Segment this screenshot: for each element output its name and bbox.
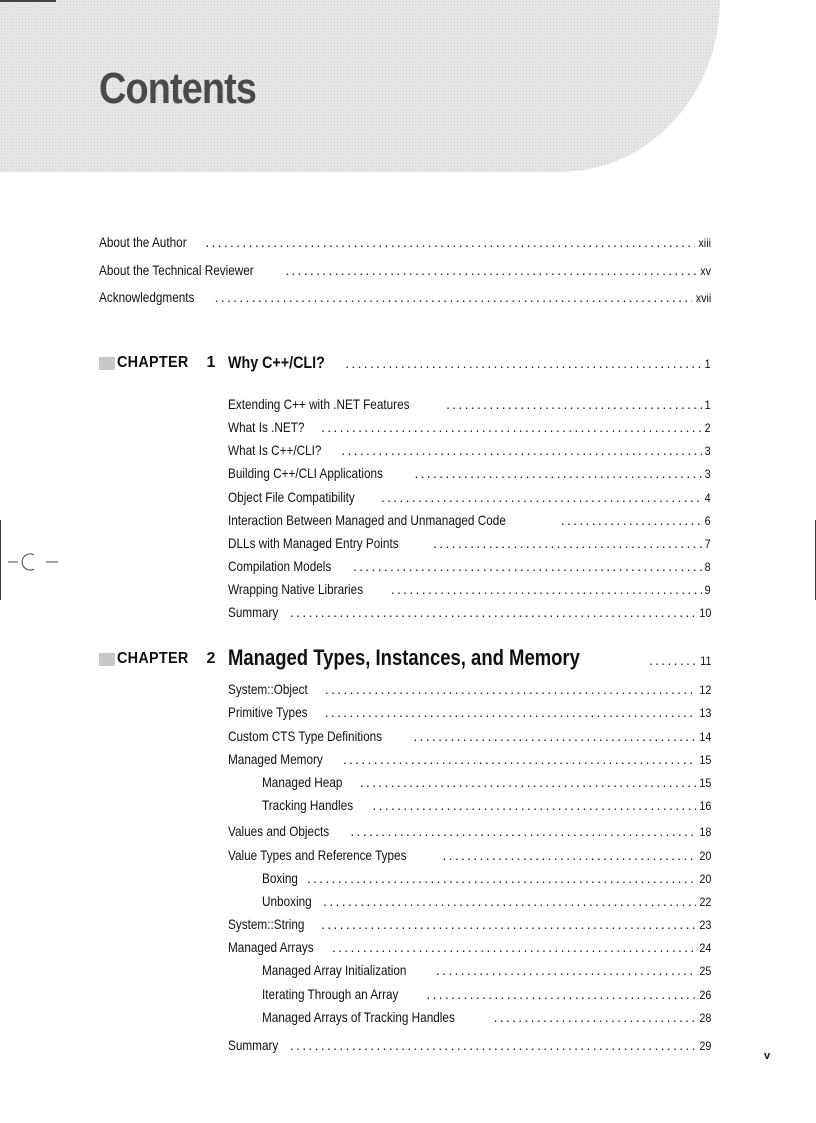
dot-leader — [323, 892, 695, 910]
toc-entry-page: 6 — [704, 514, 711, 528]
toc-entry-title: Managed Arrays of Tracking Handles — [262, 1009, 455, 1025]
toc-subentry[interactable] — [262, 985, 711, 1003]
toc-entry-page: 10 — [698, 606, 711, 620]
toc-entry[interactable] — [228, 703, 711, 721]
toc-entry-page: 28 — [698, 1011, 711, 1025]
corner-rule — [0, 0, 56, 2]
toc-entry-page: 15 — [698, 753, 711, 767]
toc-entry-title: What Is C++/CLI? — [228, 442, 322, 458]
toc-entry-title: Value Types and Reference Types — [228, 847, 407, 863]
dot-leader — [494, 1008, 696, 1026]
dot-leader — [345, 351, 702, 375]
toc-entry[interactable] — [228, 488, 711, 506]
trim-line-left — [0, 520, 1, 600]
dot-leader — [321, 915, 696, 933]
toc-entry-page: 9 — [704, 583, 711, 597]
chapter-word: CHAPTER — [117, 354, 189, 371]
chapter-page: 1 — [704, 357, 711, 371]
chapter-marker-icon — [99, 357, 115, 370]
toc-entry-page: 26 — [698, 988, 711, 1002]
toc-entry-title: Unboxing — [262, 893, 312, 909]
toc-entry[interactable] — [228, 557, 711, 575]
toc-subentry[interactable] — [262, 961, 711, 979]
toc-entry-title: Custom CTS Type Definitions — [228, 728, 383, 744]
toc-entry-page: xv — [700, 264, 711, 278]
dot-leader — [381, 488, 702, 506]
toc-entry-technical-reviewer[interactable] — [99, 261, 711, 279]
toc-entry-page: 22 — [698, 895, 711, 909]
chapter-title: Managed Types, Instances, and Memory — [228, 645, 580, 670]
toc-entry-page: 4 — [704, 491, 711, 505]
dot-leader — [325, 680, 696, 698]
dot-leader — [321, 418, 702, 436]
toc-entry[interactable] — [228, 727, 711, 745]
registration-mark-icon — [6, 552, 60, 572]
dot-leader — [446, 395, 702, 413]
toc-entry-page: 20 — [698, 872, 711, 886]
dot-leader — [372, 796, 695, 814]
toc-entry-acknowledgments[interactable] — [99, 288, 711, 306]
toc-entry-title: Boxing — [262, 870, 298, 886]
chapter-word: CHAPTER — [117, 650, 189, 667]
toc-entry-title: Primitive Types — [228, 704, 308, 720]
toc-subentry[interactable] — [262, 796, 711, 814]
toc-entry-page: 29 — [698, 1039, 711, 1053]
page-folio: v — [764, 1050, 771, 1062]
toc-entry[interactable] — [228, 395, 711, 413]
dot-leader — [290, 603, 696, 621]
toc-entry-page: 3 — [704, 444, 711, 458]
toc-entry-page: 18 — [698, 825, 711, 839]
toc-entry-title: Managed Heap — [262, 774, 343, 790]
dot-leader — [426, 985, 695, 1003]
dot-leader — [391, 580, 702, 598]
toc-entry-title: Extending C++ with .NET Features — [228, 396, 410, 412]
toc-entry[interactable] — [228, 822, 711, 840]
chapter-number: 1 — [206, 354, 216, 371]
toc-entry[interactable] — [228, 441, 711, 459]
dot-leader — [325, 703, 696, 721]
toc-entry-title: Acknowledgments — [99, 289, 195, 305]
toc-entry-page: 2 — [704, 421, 711, 435]
toc-entry-page: 20 — [698, 849, 711, 863]
chapter-1-label — [99, 354, 216, 372]
toc-entry-page: xiii — [698, 236, 711, 250]
toc-entry-page: 14 — [698, 730, 711, 744]
toc-entry[interactable] — [228, 603, 711, 621]
toc-entry-page: 24 — [698, 941, 711, 955]
toc-entry[interactable] — [228, 680, 711, 698]
toc-entry-title: Managed Memory — [228, 751, 323, 767]
chapter-1-title-entry[interactable] — [228, 351, 711, 375]
toc-entry-page: 15 — [698, 776, 711, 790]
dot-leader — [205, 233, 695, 251]
dot-leader — [649, 648, 697, 672]
dot-leader — [414, 464, 702, 482]
toc-entry-title: System::Object — [228, 681, 308, 697]
toc-entry-title: Object File Compatibility — [228, 489, 355, 505]
toc-entry-title: Compilation Models — [228, 558, 332, 574]
chapter-title: Why C++/CLI? — [228, 353, 325, 372]
toc-entry[interactable] — [228, 580, 711, 598]
page-title: Contents — [99, 64, 257, 113]
dot-leader — [433, 534, 702, 552]
toc-entry-title: Managed Arrays — [228, 939, 314, 955]
dot-leader — [285, 261, 697, 279]
dot-leader — [307, 869, 696, 887]
toc-entry-title: Summary — [228, 1037, 279, 1053]
dot-leader — [215, 288, 692, 306]
toc-entry-title: Wrapping Native Libraries — [228, 581, 364, 597]
dot-leader — [353, 557, 702, 575]
dot-leader — [360, 773, 696, 791]
toc-entry-title: DLLs with Managed Entry Points — [228, 535, 399, 551]
toc-entry-title: Summary — [228, 604, 279, 620]
toc-entry-about-author[interactable] — [99, 233, 711, 251]
toc-entry-title: System::String — [228, 916, 305, 932]
toc-entry-page: 25 — [698, 964, 711, 978]
toc-entry-page: 13 — [698, 706, 711, 720]
toc-entry[interactable] — [228, 418, 711, 436]
toc-entry-page: 23 — [698, 918, 711, 932]
toc-entry-title: Values and Objects — [228, 823, 330, 839]
toc-entry[interactable] — [228, 846, 711, 864]
chapter-number: 2 — [206, 650, 216, 667]
toc-entry-title: Iterating Through an Array — [262, 986, 399, 1002]
toc-entry[interactable] — [228, 915, 711, 933]
dot-leader — [350, 822, 695, 840]
toc-entry-title: About the Author — [99, 234, 187, 250]
toc-subentry[interactable] — [262, 1008, 711, 1026]
dot-leader — [413, 727, 695, 745]
toc-entry[interactable] — [228, 1036, 711, 1054]
toc-entry-page: xvii — [695, 291, 711, 305]
toc-entry[interactable] — [228, 534, 711, 552]
dot-leader — [332, 938, 696, 956]
toc-entry-title: Interaction Between Managed and Unmanaged Code — [228, 512, 506, 528]
toc-entry-page: 12 — [698, 683, 711, 697]
toc-entry[interactable] — [228, 464, 711, 482]
toc-subentry[interactable] — [262, 773, 711, 791]
dot-leader — [341, 441, 702, 459]
toc-entry-page: 3 — [704, 467, 711, 481]
toc-subentry[interactable] — [262, 892, 711, 910]
chapter-2-label — [99, 650, 216, 668]
dot-leader — [561, 511, 703, 529]
toc-entry[interactable] — [228, 511, 711, 529]
toc-entry[interactable] — [228, 938, 711, 956]
toc-entry-title: About the Technical Reviewer — [99, 262, 254, 278]
toc-subentry[interactable] — [262, 869, 711, 887]
toc-entry-title: Managed Array Initialization — [262, 962, 407, 978]
toc-entry-title: Tracking Handles — [262, 797, 354, 813]
toc-entry-page: 1 — [704, 398, 711, 412]
chapter-marker-icon — [99, 653, 115, 666]
dot-leader — [442, 846, 695, 864]
toc-entry-page: 7 — [704, 537, 711, 551]
dot-leader — [343, 750, 696, 768]
toc-entry-page: 8 — [704, 560, 711, 574]
toc-entry-page: 16 — [698, 799, 711, 813]
chapter-page: 11 — [699, 654, 711, 668]
dot-leader — [436, 961, 696, 979]
dot-leader — [290, 1036, 696, 1054]
toc-entry-title: Building C++/CLI Applications — [228, 465, 383, 481]
toc-entry-title: What Is .NET? — [228, 419, 305, 435]
toc-entry[interactable] — [228, 750, 711, 768]
chapter-2-title-entry[interactable] — [228, 646, 711, 670]
